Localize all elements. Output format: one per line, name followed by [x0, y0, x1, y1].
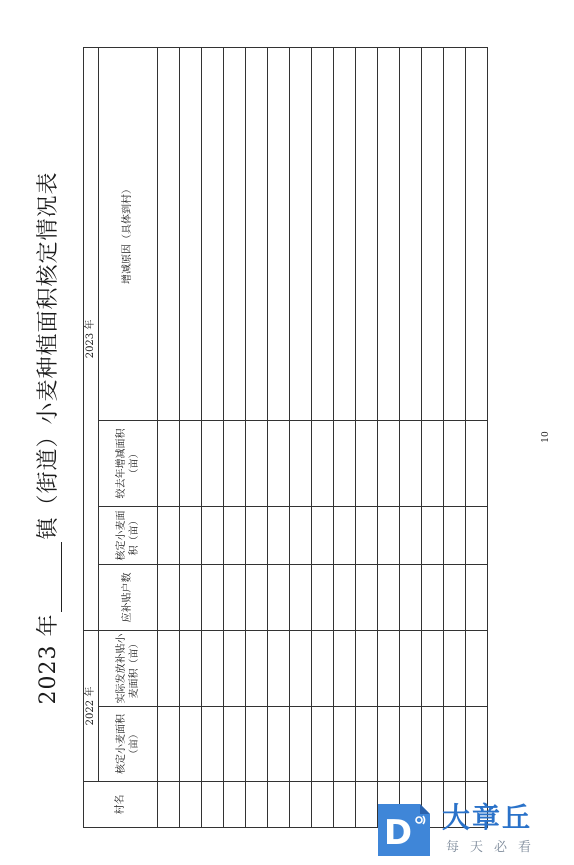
table-row: [466, 47, 488, 827]
table-cell: [334, 782, 356, 828]
table-cell: [312, 506, 334, 564]
table-cell: [180, 707, 202, 782]
table-cell: [224, 47, 246, 420]
table-cell: [202, 782, 224, 828]
table-row: [158, 47, 180, 827]
table-row: [290, 47, 312, 827]
table-row: [356, 47, 378, 827]
table-cell: [466, 630, 488, 706]
table-row: [268, 47, 290, 827]
table-cell: [290, 782, 312, 828]
table-cell: [444, 707, 466, 782]
table-cell: [400, 506, 422, 564]
table-cell: [202, 564, 224, 630]
table-cell: [356, 707, 378, 782]
table-cell: [378, 630, 400, 706]
table-cell: [290, 506, 312, 564]
table-cell: [466, 47, 488, 420]
table-row: [224, 47, 246, 827]
title-suffix: 镇（街道）小麦种植面积核定情况表: [36, 171, 61, 540]
table-row: [202, 47, 224, 827]
table-cell: [422, 707, 444, 782]
brand-logo-icon: [374, 800, 434, 860]
header-village: 村名: [84, 782, 158, 828]
document-title: [31, 48, 65, 828]
table-cell: [466, 707, 488, 782]
table-cell: [334, 564, 356, 630]
table-cell: [158, 782, 180, 828]
table-cell: [202, 47, 224, 420]
table-cell: [246, 782, 268, 828]
table-cell: [158, 47, 180, 420]
watermark: [374, 800, 572, 862]
table-cell: [400, 564, 422, 630]
header-year-2023: 2023 年: [84, 47, 99, 630]
header-verified-area-2022: 核定小麦面积（亩）: [99, 707, 158, 782]
brand-slogan: 每天必看: [446, 840, 543, 855]
table-cell: [224, 630, 246, 706]
table-cell: [268, 707, 290, 782]
table-cell: [224, 564, 246, 630]
page-number: 10: [541, 431, 551, 443]
rotated-document: [36, 48, 488, 828]
table-cell: [378, 564, 400, 630]
table-cell: [268, 47, 290, 420]
table-row: [378, 47, 400, 827]
table-cell: [356, 47, 378, 420]
table-cell: [268, 420, 290, 506]
table-cell: [400, 707, 422, 782]
table-cell: [312, 47, 334, 420]
table-cell: [334, 506, 356, 564]
table-cell: [246, 420, 268, 506]
table-cell: [246, 506, 268, 564]
table-cell: [224, 707, 246, 782]
header-year-2022: 2022 年: [84, 630, 99, 781]
table-cell: [444, 420, 466, 506]
table-cell: [180, 420, 202, 506]
table-cell: [378, 506, 400, 564]
table-cell: [312, 630, 334, 706]
table-cell: [268, 630, 290, 706]
table-cell: [290, 564, 312, 630]
table-cell: [444, 506, 466, 564]
table-cell: [180, 564, 202, 630]
table-cell: [158, 630, 180, 706]
table-row: [422, 47, 444, 827]
table-cell: [202, 506, 224, 564]
header-verified-area-2023: 核定小麦面积（亩）: [99, 506, 158, 564]
table-cell: [312, 420, 334, 506]
table-cell: [158, 707, 180, 782]
table-cell: [290, 420, 312, 506]
table-cell: [180, 47, 202, 420]
table-cell: [444, 47, 466, 420]
table-cell: [378, 707, 400, 782]
table-cell: [158, 506, 180, 564]
table-cell: [334, 630, 356, 706]
table-cell: [356, 630, 378, 706]
table-cell: [466, 564, 488, 630]
table-row: [180, 47, 202, 827]
table-cell: [422, 564, 444, 630]
table-cell: [246, 47, 268, 420]
table-cell: [180, 782, 202, 828]
table-cell: [422, 506, 444, 564]
table-cell: [224, 506, 246, 564]
table-cell: [312, 782, 334, 828]
table-cell: [246, 564, 268, 630]
table-row: [312, 47, 334, 827]
table-cell: [202, 630, 224, 706]
table-body: [158, 47, 488, 827]
header-actual-subsidy-area: 实际发放补贴小麦面积（亩）: [99, 630, 158, 706]
brand-logo-letter: D: [383, 813, 413, 853]
table-cell: [224, 782, 246, 828]
table-cell: [290, 47, 312, 420]
table-cell: [180, 630, 202, 706]
table-cell: [356, 564, 378, 630]
header-change-vs-last-year: 较去年增减面积（亩）: [99, 420, 158, 506]
wheat-area-table: [83, 47, 488, 828]
table-cell: [444, 630, 466, 706]
table-cell: [334, 707, 356, 782]
table-cell: [378, 47, 400, 420]
table-cell: [356, 506, 378, 564]
table-cell: [246, 630, 268, 706]
table-cell: [466, 506, 488, 564]
table-cell: [334, 47, 356, 420]
header-households-to-subsidize: 应补贴户数: [99, 564, 158, 630]
table-cell: [158, 564, 180, 630]
table-cell: [422, 630, 444, 706]
table-cell: [312, 707, 334, 782]
table-row: [246, 47, 268, 827]
table-cell: [422, 47, 444, 420]
table-cell: [268, 564, 290, 630]
table-cell: [444, 564, 466, 630]
table-cell: [268, 782, 290, 828]
table-cell: [268, 506, 290, 564]
table-row: [444, 47, 466, 827]
table-cell: [312, 564, 334, 630]
table-cell: [356, 420, 378, 506]
table-cell: [422, 420, 444, 506]
header-change-reason: 增减原因（具体到村）: [99, 47, 158, 420]
table-cell: [466, 420, 488, 506]
table-row: [400, 47, 422, 827]
table-cell: [202, 420, 224, 506]
table-cell: [202, 707, 224, 782]
brand-name: 大章丘: [442, 801, 533, 834]
table-cell: [378, 420, 400, 506]
table-cell: [180, 506, 202, 564]
table-cell: [158, 420, 180, 506]
table-cell: [290, 707, 312, 782]
table-cell: [224, 420, 246, 506]
table-cell: [246, 707, 268, 782]
title-prefix: 2023 年: [36, 613, 61, 705]
table-cell: [400, 420, 422, 506]
table-cell: [400, 47, 422, 420]
table-cell: [400, 630, 422, 706]
title-blank-line: [39, 542, 62, 612]
table-cell: [334, 420, 356, 506]
table-cell: [290, 630, 312, 706]
table-row: [334, 47, 356, 827]
